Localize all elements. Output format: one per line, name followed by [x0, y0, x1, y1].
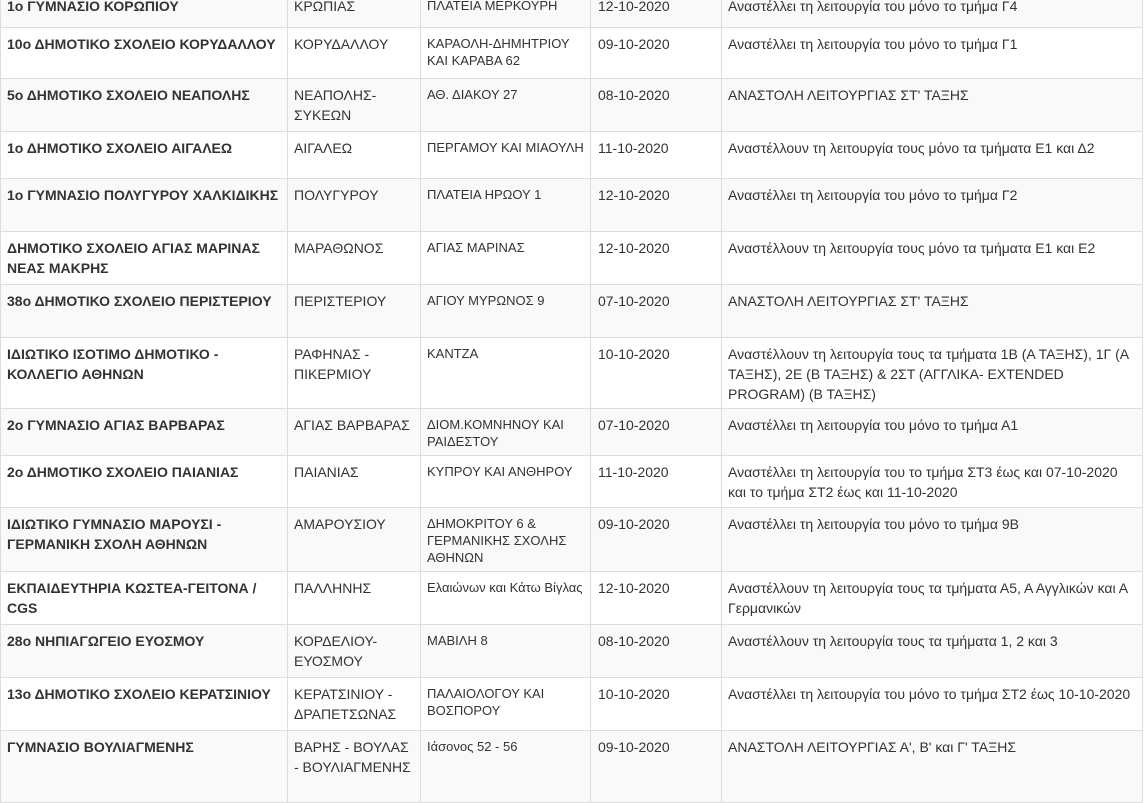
municipality-cell: ΜΑΡΑΘΩΝΟΣ: [288, 232, 421, 285]
municipality-cell: ΚΕΡΑΤΣΙΝΙΟΥ - ΔΡΑΠΕΤΣΩΝΑΣ: [288, 678, 421, 731]
closure-status-cell: Αναστέλλουν τη λειτουργία τους μόνο τα τμήματα Ε1 και Ε2: [722, 232, 1143, 285]
school-name-cell: 5ο ΔΗΜΟΤΙΚΟ ΣΧΟΛΕΙΟ ΝΕΑΠΟΛΗΣ: [1, 79, 288, 132]
municipality-cell: ΡΑΦΗΝΑΣ - ΠΙΚΕΡΜΙΟΥ: [288, 338, 421, 409]
address-cell: ΑΓΙΟΥ ΜΥΡΩΝΟΣ 9: [421, 285, 591, 338]
table-row: [1, 625, 1143, 678]
table-row: [1, 409, 1143, 456]
municipality-cell: ΚΟΡΥΔΑΛΛΟΥ: [288, 28, 421, 79]
municipality-cell: ΑΓΙΑΣ ΒΑΡΒΑΡΑΣ: [288, 409, 421, 456]
school-name-cell: 1ο ΓΥΜΝΑΣΙΟ ΠΟΛΥΓΥΡΟΥ ΧΑΛΚΙΔΙΚΗΣ: [1, 179, 288, 232]
school-name-cell: 1ο ΔΗΜΟΤΙΚΟ ΣΧΟΛΕΙΟ ΑΙΓΑΛΕΩ: [1, 132, 288, 179]
municipality-cell: ΑΙΓΑΛΕΩ: [288, 132, 421, 179]
table-row: [1, 0, 1143, 28]
school-name-cell: 13ο ΔΗΜΟΤΙΚΟ ΣΧΟΛΕΙΟ ΚΕΡΑΤΣΙΝΙΟΥ: [1, 678, 288, 731]
address-cell: Ελαιώνων και Κάτω Βίγλας: [421, 572, 591, 625]
address-cell: ΚΑΝΤΖΑ: [421, 338, 591, 409]
address-cell: ΑΓΙΑΣ ΜΑΡΙΝΑΣ: [421, 232, 591, 285]
school-name-cell: ΙΔΙΩΤΙΚΟ ΙΣΟΤΙΜΟ ΔΗΜΟΤΙΚΟ - ΚΟΛΛΕΓΙΟ ΑΘΗΝΩΝ: [1, 338, 288, 409]
date-cell: 11-10-2020: [591, 132, 722, 179]
date-cell: 07-10-2020: [591, 285, 722, 338]
address-cell: ΔΙΟΜ.ΚΟΜΝΗΝΟΥ ΚΑΙ ΡΑΙΔΕΣΤΟΥ: [421, 409, 591, 456]
address-cell: ΠΛΑΤΕΙΑ ΗΡΩΟΥ 1: [421, 179, 591, 232]
municipality-cell: ΚΟΡΔΕΛΙΟΥ-ΕΥΟΣΜΟΥ: [288, 625, 421, 678]
school-name-cell: ΔΗΜΟΤΙΚΟ ΣΧΟΛΕΙΟ ΑΓΙΑΣ ΜΑΡΙΝΑΣ ΝΕΑΣ ΜΑΚΡΗΣ: [1, 232, 288, 285]
address-cell: ΜΑΒΙΛΗ 8: [421, 625, 591, 678]
table-row: [1, 79, 1143, 132]
address-cell: ΔΗΜΟΚΡΙΤΟΥ 6 & ΓΕΡΜΑΝΙΚΗΣ ΣΧΟΛΗΣ ΑΘΗΝΩΝ: [421, 508, 591, 572]
school-name-cell: 28ο ΝΗΠΙΑΓΩΓΕΙΟ ΕΥΟΣΜΟΥ: [1, 625, 288, 678]
closure-status-cell: Αναστέλλουν τη λειτουργία τους τα τμήματα 1, 2 και 3: [722, 625, 1143, 678]
table-row: [1, 285, 1143, 338]
date-cell: 08-10-2020: [591, 625, 722, 678]
school-name-cell: 2ο ΓΥΜΝΑΣΙΟ ΑΓΙΑΣ ΒΑΡΒΑΡΑΣ: [1, 409, 288, 456]
school-name-cell: 10ο ΔΗΜΟΤΙΚΟ ΣΧΟΛΕΙΟ ΚΟΡΥΔΑΛΛΟΥ: [1, 28, 288, 79]
address-cell: Ιάσονος 52 - 56: [421, 731, 591, 803]
date-cell: 12-10-2020: [591, 179, 722, 232]
table-row: [1, 232, 1143, 285]
date-cell: 09-10-2020: [591, 28, 722, 79]
municipality-cell: ΑΜΑΡΟΥΣΙΟΥ: [288, 508, 421, 572]
date-cell: 11-10-2020: [591, 456, 722, 508]
municipality-cell: ΝΕΑΠΟΛΗΣ-ΣΥΚΕΩΝ: [288, 79, 421, 132]
date-cell: 10-10-2020: [591, 338, 722, 409]
municipality-cell: ΠΑΛΛΗΝΗΣ: [288, 572, 421, 625]
closure-status-cell: Αναστέλλουν τη λειτουργία τους τα τμήματα 1Β (Α ΤΑΞΗΣ), 1Γ (Α ΤΑΞΗΣ), 2Ε (Β ΤΑΞΗΣ) & 2ΣΤ (ΑΓΓΛΙΚΑ- EXTENDED PROGRAM) (Β ΤΑΞΗΣ): [722, 338, 1143, 409]
closure-status-cell: ΑΝΑΣΤΟΛΗ ΛΕΙΤΟΥΡΓΙΑΣ Α', Β' και Γ' ΤΑΞΗΣ: [722, 731, 1143, 803]
date-cell: 08-10-2020: [591, 79, 722, 132]
date-cell: 09-10-2020: [591, 508, 722, 572]
closure-status-cell: Αναστέλλει τη λειτουργία του μόνο το τμήμα 9Β: [722, 508, 1143, 572]
closure-status-cell: Αναστέλλουν τη λειτουργία τους τα τμήματα Α5, Α Αγγλικών και Α Γερμανικών: [722, 572, 1143, 625]
table-row: [1, 678, 1143, 731]
table-row: [1, 338, 1143, 409]
address-cell: ΠΑΛΑΙΟΛΟΓΟΥ ΚΑΙ ΒΟΣΠΟΡΟΥ: [421, 678, 591, 731]
closure-status-cell: ΑΝΑΣΤΟΛΗ ΛΕΙΤΟΥΡΓΙΑΣ ΣΤ' ΤΑΞΗΣ: [722, 79, 1143, 132]
table-row: [1, 731, 1143, 803]
school-name-cell: ΕΚΠΑΙΔΕΥΤΗΡΙΑ ΚΩΣΤΕΑ-ΓΕΙΤΟΝΑ / CGS: [1, 572, 288, 625]
closure-status-cell: Αναστέλλουν τη λειτουργία τους μόνο τα τμήματα Ε1 και Δ2: [722, 132, 1143, 179]
closure-status-cell: Αναστέλλει τη λειτουργία του μόνο το τμήμα Γ1: [722, 28, 1143, 79]
table-row: [1, 179, 1143, 232]
school-name-cell: ΓΥΜΝΑΣΙΟ ΒΟΥΛΙΑΓΜΕΝΗΣ: [1, 731, 288, 803]
closure-status-cell: ΑΝΑΣΤΟΛΗ ΛΕΙΤΟΥΡΓΙΑΣ ΣΤ' ΤΑΞΗΣ: [722, 285, 1143, 338]
table-row: [1, 28, 1143, 79]
table-row: [1, 508, 1143, 572]
closure-status-cell: Αναστέλλει τη λειτουργία του μόνο το τμήμα ΣΤ2 έως 10-10-2020: [722, 678, 1143, 731]
closures-table-body: [1, 0, 1143, 803]
school-name-cell: ΙΔΙΩΤΙΚΟ ΓΥΜΝΑΣΙΟ ΜΑΡΟΥΣΙ - ΓΕΡΜΑΝΙΚΗ ΣΧΟΛΗ ΑΘΗΝΩΝ: [1, 508, 288, 572]
address-cell: ΑΘ. ΔΙΑΚΟΥ 27: [421, 79, 591, 132]
municipality-cell: ΠΟΛΥΓΥΡΟΥ: [288, 179, 421, 232]
municipality-cell: ΒΑΡΗΣ - ΒΟΥΛΑΣ - ΒΟΥΛΙΑΓΜΕΝΗΣ: [288, 731, 421, 803]
date-cell: 12-10-2020: [591, 572, 722, 625]
date-cell: 12-10-2020: [591, 0, 722, 28]
date-cell: 12-10-2020: [591, 232, 722, 285]
closure-status-cell: Αναστέλλει τη λειτουργία του μόνο το τμήμα Α1: [722, 409, 1143, 456]
table-row: [1, 132, 1143, 179]
closure-status-cell: Αναστέλλει τη λειτουργία του μόνο το τμήμα Γ4: [722, 0, 1143, 28]
closure-status-cell: Αναστέλλει τη λειτουργία του το τμήμα ΣΤ3 έως και 07-10-2020 και το τμήμα ΣΤ2 έως και 11-10-2020: [722, 456, 1143, 508]
table-row: [1, 572, 1143, 625]
school-name-cell: 38ο ΔΗΜΟΤΙΚΟ ΣΧΟΛΕΙΟ ΠΕΡΙΣΤΕΡΙΟΥ: [1, 285, 288, 338]
school-name-cell: 2ο ΔΗΜΟΤΙΚΟ ΣΧΟΛΕΙΟ ΠΑΙΑΝΙΑΣ: [1, 456, 288, 508]
municipality-cell: ΚΡΩΠΙΑΣ: [288, 0, 421, 28]
municipality-cell: ΠΑΙΑΝΙΑΣ: [288, 456, 421, 508]
table-row: [1, 456, 1143, 508]
date-cell: 10-10-2020: [591, 678, 722, 731]
date-cell: 09-10-2020: [591, 731, 722, 803]
municipality-cell: ΠΕΡΙΣΤΕΡΙΟΥ: [288, 285, 421, 338]
address-cell: ΠΛΑΤΕΙΑ ΜΕΡΚΟΥΡΗ: [421, 0, 591, 28]
address-cell: ΠΕΡΓΑΜΟΥ ΚΑΙ ΜΙΑΟΥΛΗ: [421, 132, 591, 179]
address-cell: ΚΑΡΑΟΛΗ-ΔΗΜΗΤΡΙΟΥ ΚΑΙ ΚΑΡΑΒΑ 62: [421, 28, 591, 79]
date-cell: 07-10-2020: [591, 409, 722, 456]
address-cell: ΚΥΠΡΟΥ ΚΑΙ ΑΝΘΗΡΟΥ: [421, 456, 591, 508]
school-name-cell: 1ο ΓΥΜΝΑΣΙΟ ΚΟΡΩΠΙΟΥ: [1, 0, 288, 28]
closure-status-cell: Αναστέλλει τη λειτουργία του μόνο το τμήμα Γ2: [722, 179, 1143, 232]
